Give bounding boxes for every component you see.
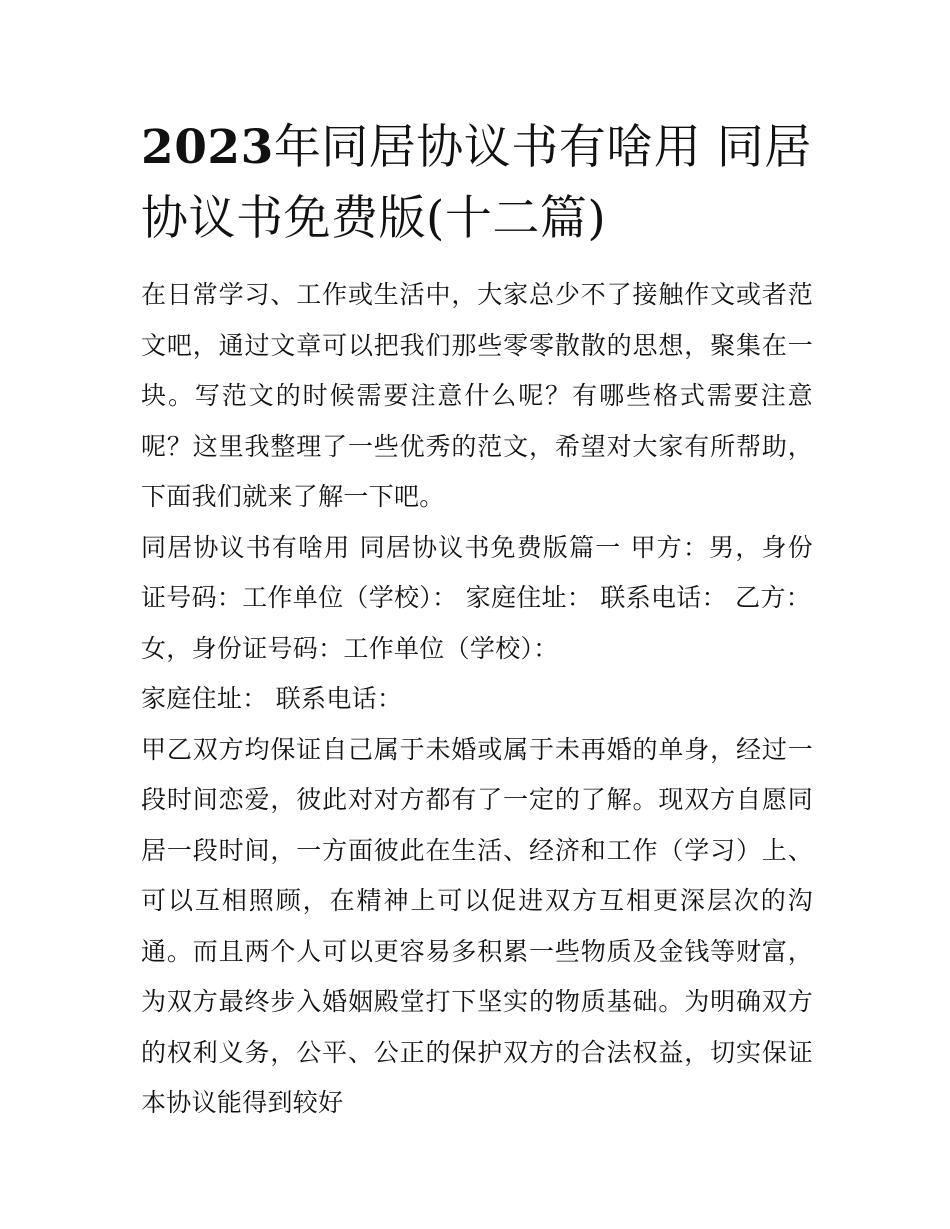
document-body [141,270,813,1129]
title-year: 2023 [141,120,274,175]
intro-paragraph: 在日常学习、工作或生活中，大家总少不了接触作文或者范文吧，通过文章可以把我们那些零零散散的思想，聚集在一块。写范文的时候需要注意什么呢？有哪些格式需要注意呢？这里我整理了一些优秀的范文，希望对大家有所帮助，下面我们就来了解一下吧。 [141,280,813,511]
document-title [141,112,813,254]
party-b-paragraph: 女，身份证号码：工作单位（学校）： [141,633,559,663]
document-content [141,112,813,1129]
title-text: 年同居协议书有啥用 同居协议书免费版(十二篇) [141,120,812,246]
agreement-paragraph: 甲乙双方均保证自己属于未婚或属于未再婚的单身，经过一段时间恋爱，彼此对对方都有了一定的了解。现双方自愿同居一段时间，一方面彼此在生活、经济和工作（学习）上、可以互相照顾，在精神上可以促进双方互相更深层次的沟通。而且两个人可以更容易多积累一些物质及金钱等财富，为双方最终步入婚姻殿堂打下坚实的物质基础。为明确双方的权利义务，公平、公正的保护双方的合法权益，切实保证本协议能得到较好 [141,734,813,1117]
party-a-paragraph: 同居协议书有啥用 同居协议书免费版篇一 甲方：男，身份证号码：工作单位（学校）： 家庭住址： 联系电话： 乙方： [141,532,813,612]
party-b-contact-paragraph: 家庭住址： 联系电话： [141,684,403,713]
